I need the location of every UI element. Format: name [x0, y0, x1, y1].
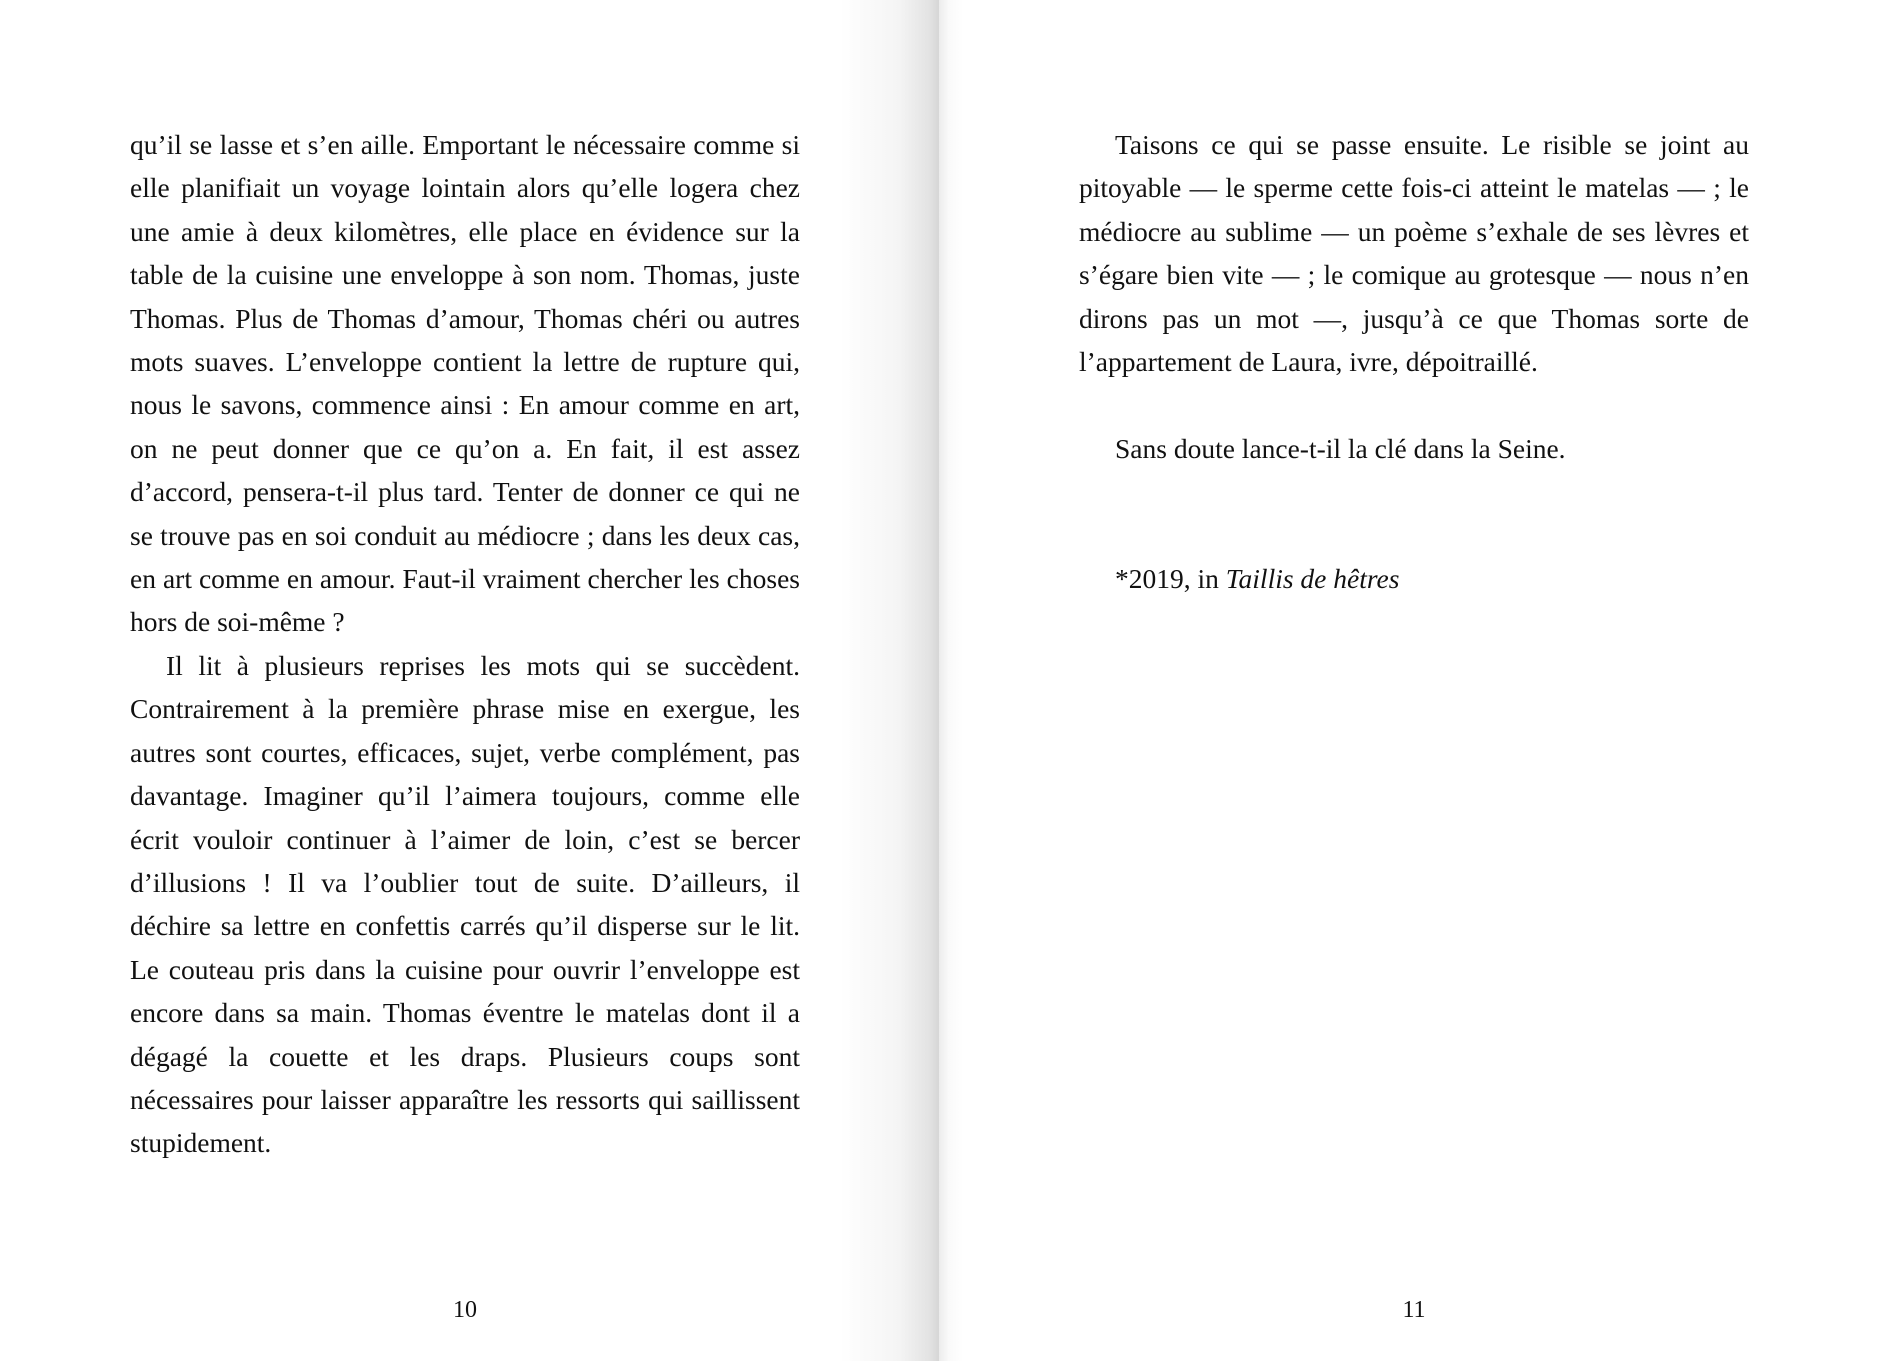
paragraph-spacer [1079, 470, 1749, 557]
page-number-left: 10 [453, 1297, 477, 1323]
left-paragraph-1: qu’il se lasse et s’en aille. Emportant le nécessaire comme si elle planifiait un voyage lointain alors qu’elle logera chez une amie à deux kilomètres, elle place en évidence sur la table de la cuisine une enveloppe à son nom. Thomas, juste Thomas. Plus de Thomas d’amour, Thomas chéri ou autres mots suaves. L’enveloppe contient la lettre de rupture qui, nous le savons, commence ainsi : En amour comme en art, on ne peut donner que ce qu’on a. En fait, il est assez d’accord, pensera-t-il plus tard. Tenter de donner ce qui ne se trouve pas en soi conduit au médiocre ; dans les deux cas, en art comme en amour. Faut-il vraiment chercher les choses hors de soi-même ? [130, 129, 800, 638]
paragraph-spacer [1079, 383, 1749, 426]
left-page-text [130, 123, 800, 1165]
left-paragraph-2: Il lit à plusieurs reprises les mots qui se succèdent. Contrairement à la première phrase mise en exergue, les autres sont courtes, efficaces, sujet, verbe complément, pas davantage. Imaginer qu’il l’aimera toujours, comme elle écrit vouloir continuer à l’aimer de loin, c’est se bercer d’illusions ! Il va l’oublier tout de suite. D’ailleurs, il déchire sa lettre en confettis carrés qu’il disperse sur le lit. Le couteau pris dans la cuisine pour ouvrir l’enveloppe est encore dans sa main. Thomas éventre le matelas dont il a dégagé la couette et les draps. Plusieurs coups sont nécessaires pour laisser apparaître les ressorts qui saillissent stupidement. [130, 649, 800, 1159]
source-note [1079, 557, 1749, 600]
page-number-right: 11 [1402, 1297, 1426, 1323]
source-title: Taillis de hêtres [1225, 563, 1400, 595]
right-paragraph-1: Taisons ce qui se passe ensuite. Le risible se joint au pitoyable — le sperme cette fois-ci atteint le matelas — ; le médiocre au sublime — un poème s’exhale de ses lèvres et s’égare bien vite — ; le comique au grotesque — nous n’en dirons pas un mot —, jusqu’à ce que Thomas sorte de l’appartement de Laura, ivre, dépoitraillé. [1079, 129, 1749, 378]
right-page-text [1079, 123, 1749, 600]
right-paragraph-2: Sans doute lance-t-il la clé dans la Seine. [1115, 432, 1566, 464]
source-prefix: *2019, in [1115, 563, 1226, 595]
right-page [939, 0, 1878, 1361]
